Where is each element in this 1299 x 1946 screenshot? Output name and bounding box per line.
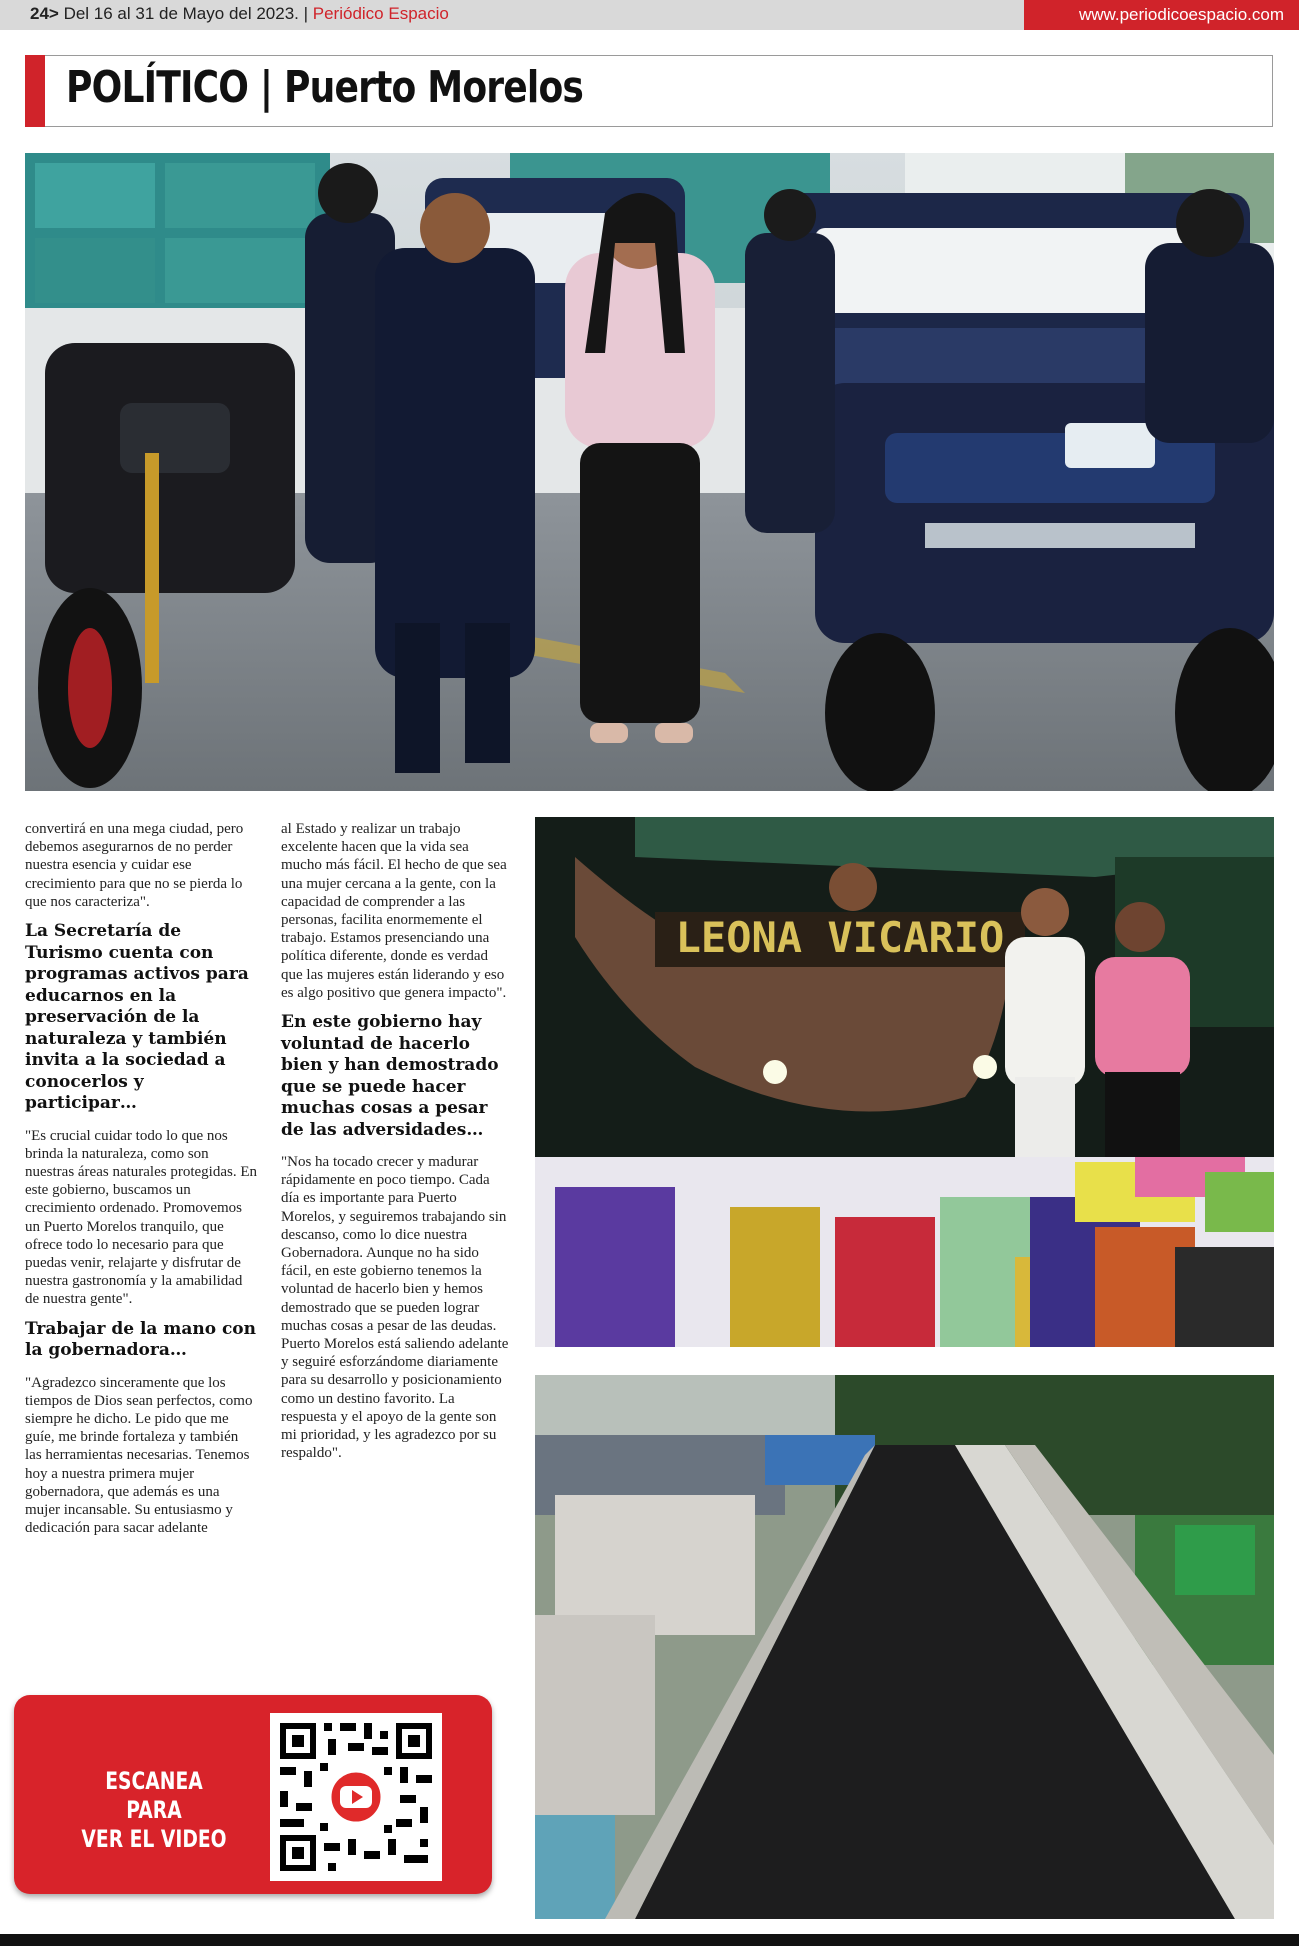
col1-paragraph-3: "Agradezco sinceramente que los tiempos de Dios sean perfectos, como siempre he dicho. Le pido que me guíe, me brinde fortaleza y también las herramientas necesarias. Tenemos hoy a nuestra primera mujer gobernadora, que además es una mujer incansable. Su entusiasmo y dedicación para sacar adelante xyxy=(25,1374,253,1537)
hammock-text: LEONA VICARIO xyxy=(675,913,1005,962)
section-accent-bar xyxy=(25,55,45,127)
article-column-2 xyxy=(281,820,509,1472)
col1-paragraph-1: convertirá en una mega ciudad, pero debemos asegurarnos de no perder nuestra esencia y cuidar ese crecimiento para que no se pierda lo que nos caracteriza". xyxy=(25,821,244,910)
header-left xyxy=(30,4,449,24)
col2-subheading-1: En este gobierno hay voluntad de hacerlo bien y han demostrado que se puede hacer muchas cosas a pesar de las adversidades… xyxy=(281,1012,499,1140)
issue-date: Del 16 al 31 de Mayo del 2023. | xyxy=(58,4,313,23)
col2-paragraph-1: al Estado y realizar un trabajo excelente hacen que la vida sea mucho más fácil. El hecho de que sea una mujer cercana a la gente, con la capacidad de comprender a las personas, facilita enormemente el trabajo. Estamos presenciando una política diferente, donde es verdad que las mujeres están liderando y eso es algo positivo que genera impacto". xyxy=(281,821,507,1001)
website-link[interactable]: www.periodicoespacio.com xyxy=(1024,0,1299,30)
photo-paved-street xyxy=(535,1375,1274,1919)
article-column-1 xyxy=(25,820,257,1547)
qr-cta-text xyxy=(76,1767,232,1854)
section-title: POLÍTICO | Puerto Morelos xyxy=(66,62,584,113)
publication-name: Periódico Espacio xyxy=(312,4,449,23)
qr-promo-box[interactable] xyxy=(14,1695,492,1894)
photo-hammock-stand xyxy=(535,817,1274,1347)
col2-paragraph-2: "Nos ha tocado crecer y madurar rápidamente en poco tiempo. Cada día es importante para Puerto Morelos, y seguiremos trabajando sin descanso, como lo dice nuestra Gobernadora. Aunque no ha sido fácil, en este gobierno tenemos la voluntad de hacerlo bien y hemos demostrado que se pueden lograr muchas cosas a pesar de las deudas. Puerto Morelos está saliendo adelante y seguiré esforzándome diariamente para su desarrollo y posicionamiento como un destino favorito. La respuesta y el apoyo de la gente son mi prioridad, y les agradezco por su respaldo". xyxy=(281,1154,509,1462)
top-bar xyxy=(0,0,1299,30)
page-number: 24> xyxy=(30,4,59,23)
qr-cta-line-2: VER EL VIDEO xyxy=(81,1825,227,1853)
col1-subheading-1: La Secretaría de Turismo cuenta con programas activos para educarnos en la preservación de la naturaleza y también invita a la sociedad a conocerlos y participar… xyxy=(25,921,249,1114)
qr-code[interactable] xyxy=(270,1713,442,1881)
col1-paragraph-2: "Es crucial cuidar todo lo que nos brinda la naturaleza, como son nuestras áreas naturales protegidas. En este gobierno, buscamos un crecimiento ordenado. Promovemos un Puerto Morelos tranquilo, que ofrece todo lo necesario para que puedas venir, relajarte y disfrutar de nuestra gastronomía y la amabilidad de nuestra gente". xyxy=(25,1127,257,1308)
section-header xyxy=(25,55,1273,127)
main-photo-police xyxy=(25,153,1274,791)
col1-subheading-2: Trabajar de la mano con la gobernadora… xyxy=(25,1318,257,1361)
bottom-bar xyxy=(0,1934,1299,1946)
qr-cta-line-1: ESCANEA PARA xyxy=(105,1767,203,1824)
